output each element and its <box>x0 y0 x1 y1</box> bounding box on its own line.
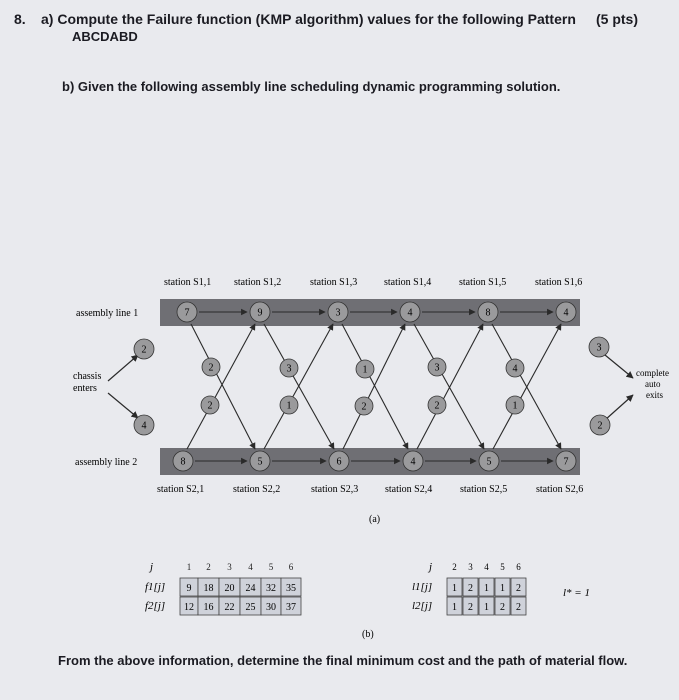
auto-label: auto <box>645 379 661 389</box>
figure-label-a: (a) <box>369 514 381 525</box>
station-label-bottom: station S2,2 <box>233 484 281 495</box>
station-node-1-5-text: 8 <box>485 307 491 319</box>
transfer-cost-2-1-text: 2 <box>207 400 213 412</box>
f-col-header: 4 <box>248 562 253 572</box>
station-label-bottom: station S2,4 <box>385 484 433 495</box>
transfer-cost-1-4-text: 3 <box>434 362 440 374</box>
l-cell-value: 1 <box>484 583 489 594</box>
station-node-2-4-text: 4 <box>410 456 416 468</box>
l-cell-value: 1 <box>452 602 457 613</box>
footer-question: From the above information, determine the final minimum cost and the path of material flow. <box>58 653 628 668</box>
station-label-bottom: station S2,1 <box>157 484 205 495</box>
f1-label: f1[j] <box>145 581 166 593</box>
transfer-cost-2-3-text: 2 <box>361 401 367 413</box>
f-col-header: 6 <box>288 562 294 572</box>
l2-label: l2[j] <box>412 600 433 612</box>
pattern-text: ABCDABD <box>72 29 138 44</box>
f-cell-value: 12 <box>184 602 194 613</box>
l-cell-value: 2 <box>500 602 505 613</box>
station-label-bottom: station S2,3 <box>311 484 359 495</box>
f-header-label: j <box>150 561 154 573</box>
exit-node-2-text: 2 <box>597 420 603 432</box>
points-label: (5 pts) <box>596 11 638 27</box>
line-2-label: assembly line 2 <box>75 457 138 468</box>
entry-node-2-text: 4 <box>141 420 147 432</box>
station-node-1-2-text: 9 <box>257 307 263 319</box>
transfer-cost-1-2-text: 3 <box>286 363 292 375</box>
l-col-header: 5 <box>500 562 505 572</box>
enters-label: enters <box>73 383 97 394</box>
l-cell-value: 1 <box>500 583 505 594</box>
f-cell-value: 24 <box>245 583 256 594</box>
f-cell-value: 25 <box>245 602 256 613</box>
f-cell-value: 32 <box>266 583 276 594</box>
l-star: l* = 1 <box>563 587 590 599</box>
station-label-top: station S1,1 <box>164 277 212 288</box>
l-cell-value: 2 <box>516 583 521 594</box>
f-cell-value: 16 <box>203 602 214 613</box>
station-node-2-2-text: 5 <box>257 456 263 468</box>
l-col-header: 6 <box>516 562 521 572</box>
station-label-top: station S1,5 <box>459 277 507 288</box>
f-cell-value: 18 <box>203 583 214 594</box>
entry-node-1-text: 2 <box>141 344 147 356</box>
station-node-2-3-text: 6 <box>336 456 342 468</box>
complete-label: complete <box>636 368 669 378</box>
figure-label-b: (b) <box>362 629 374 640</box>
station-node-2-1-text: 8 <box>180 456 186 468</box>
station-label-top: station S1,6 <box>535 277 583 288</box>
station-node-1-6-text: 4 <box>563 307 569 319</box>
l-cell-value: 1 <box>452 583 457 594</box>
l-col-header: 2 <box>452 562 457 572</box>
transfer-cost-1-3-text: 1 <box>362 364 368 376</box>
transfer-cost-2-4-text: 2 <box>434 400 440 412</box>
station-label-top: station S1,3 <box>310 277 358 288</box>
f-cell-value: 37 <box>286 602 296 613</box>
l-cell-value: 2 <box>468 602 473 613</box>
line-1-label: assembly line 1 <box>76 308 139 319</box>
transfer-cost-2-2-text: 1 <box>286 400 292 412</box>
chassis-label: chassis <box>73 371 102 382</box>
station-label-top: station S1,4 <box>384 277 432 288</box>
question-part-b: b) Given the following assembly line scheduling dynamic programming solution. <box>62 79 561 94</box>
f2-label: f2[j] <box>145 600 166 612</box>
l-header-label: j <box>429 561 433 573</box>
transfer-cost-1-5-text: 4 <box>512 363 518 375</box>
l-col-header: 4 <box>484 562 489 572</box>
station-node-2-6-text: 7 <box>563 456 569 468</box>
station-label-top: station S1,2 <box>234 277 282 288</box>
station-node-1-3-text: 3 <box>335 307 341 319</box>
f-cell-value: 22 <box>224 602 235 613</box>
station-node-2-5-text: 5 <box>486 456 492 468</box>
question-number: 8. <box>14 11 26 27</box>
station-label-bottom: station S2,5 <box>460 484 508 495</box>
f-col-header: 2 <box>206 562 211 572</box>
station-node-1-1-text: 7 <box>184 307 190 319</box>
f-col-header: 1 <box>186 562 192 572</box>
l-col-header: 3 <box>468 562 473 572</box>
question-part-a: a) Compute the Failure function (KMP algorithm) values for the following Pattern <box>41 11 576 27</box>
station-node-1-4-text: 4 <box>407 307 413 319</box>
f-col-header: 3 <box>227 562 232 572</box>
exits-label: exits <box>646 390 663 400</box>
f-cell-value: 9 <box>186 583 192 594</box>
exit-node-1-text: 3 <box>596 342 602 354</box>
f-cell-value: 35 <box>286 583 296 594</box>
f-col-header: 5 <box>268 562 274 572</box>
station-label-bottom: station S2,6 <box>536 484 584 495</box>
f-cell-value: 30 <box>266 602 276 613</box>
f-cell-value: 20 <box>224 583 235 594</box>
transfer-cost-1-1-text: 2 <box>208 362 214 374</box>
l1-label: l1[j] <box>412 581 433 593</box>
l-cell-value: 1 <box>484 602 489 613</box>
l-cell-value: 2 <box>468 583 473 594</box>
l-cell-value: 2 <box>516 602 521 613</box>
transfer-cost-2-5-text: 1 <box>512 400 518 412</box>
